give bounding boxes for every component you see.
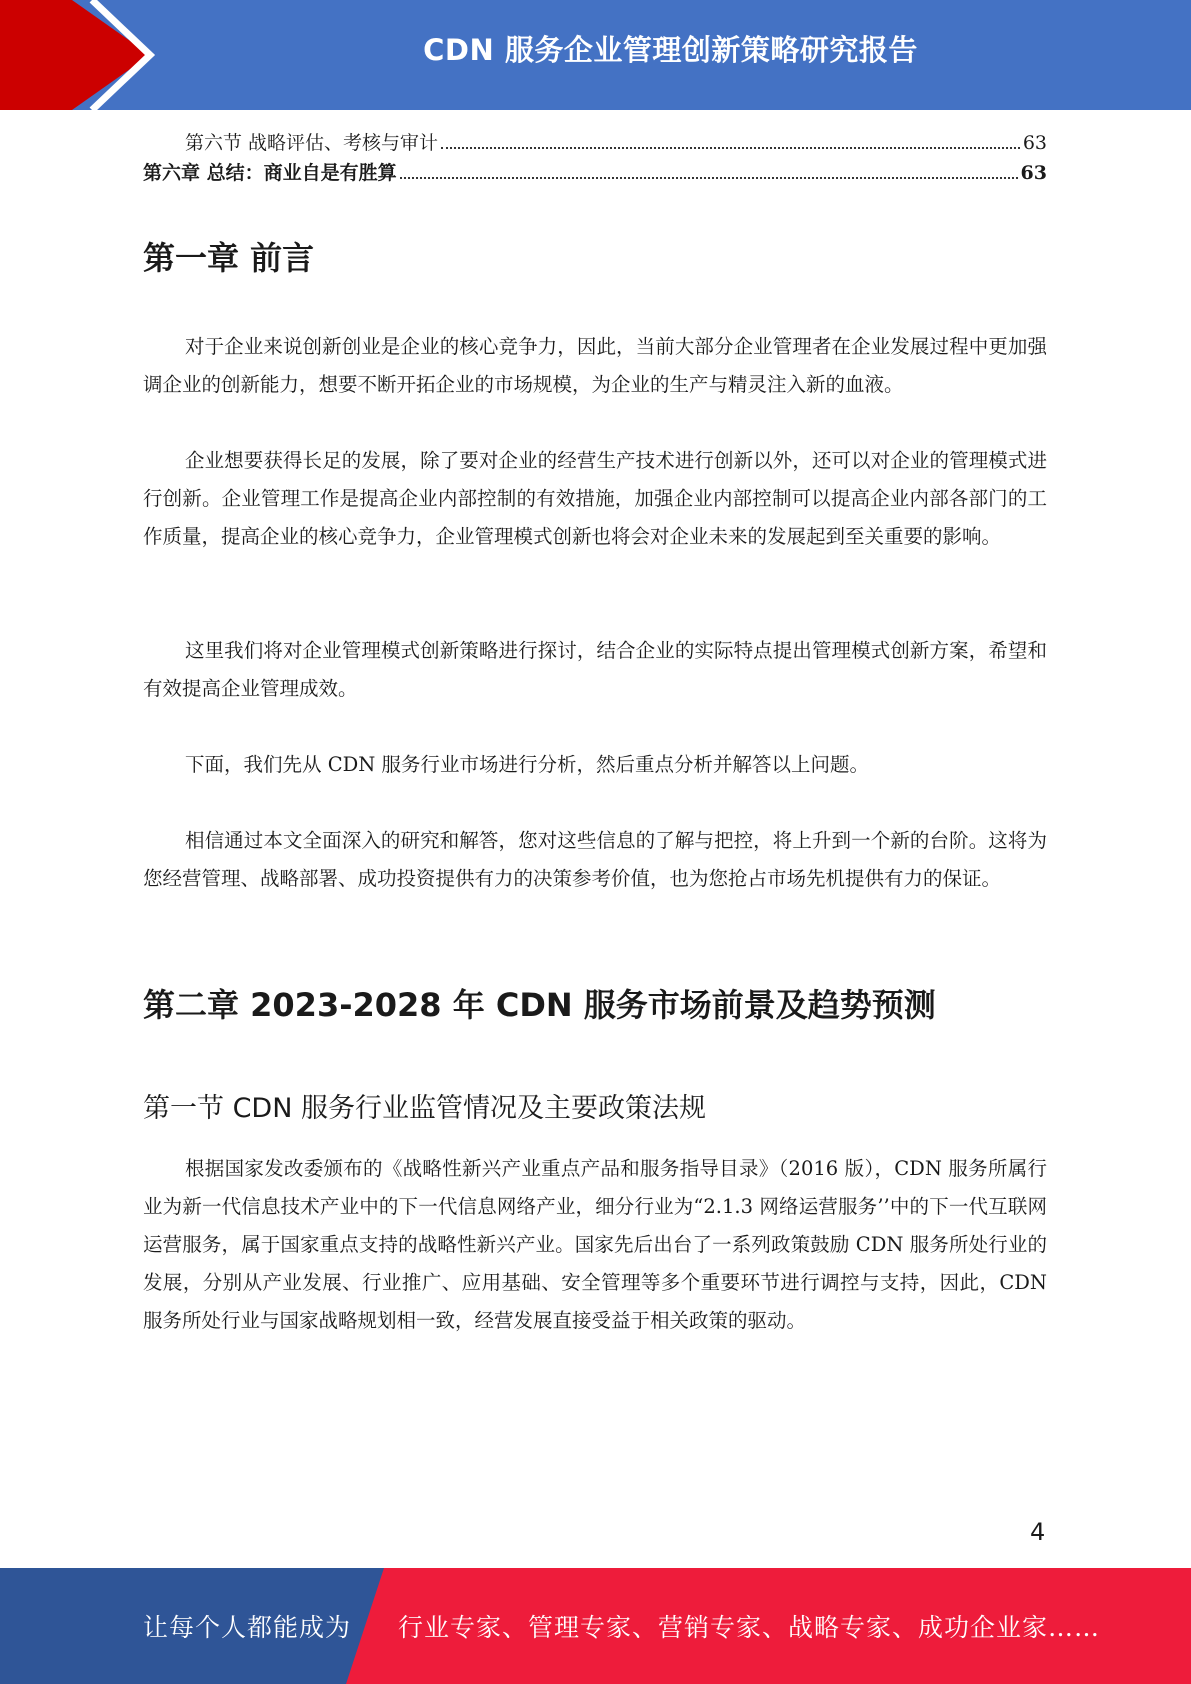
paragraph: 企业想要获得长足的发展，除了要对企业的经营生产技术进行创新以外，还可以对企业的管理模式进行创新。企业管理工作是提高企业内部控制的有效措施，加强企业内部控制可以提高企业内部各部门的工作质量，提高企业的核心竞争力，企业管理模式创新也将会对企业未来的发展起到至关重要的影响。 <box>143 449 1047 548</box>
chapter-1-title: 第一章 前言 <box>143 239 315 277</box>
footer-slogan-right: 行业专家、管理专家、营销专家、战略专家、成功企业家…… <box>398 1613 1101 1642</box>
toc-leader <box>441 147 1020 149</box>
page-header <box>0 0 1191 110</box>
section-1-title: 第一节 CDN 服务行业监管情况及主要政策法规 <box>143 1093 707 1124</box>
chapter-2-title: 第二章 2023-2028 年 CDN 服务市场前景及趋势预测 <box>143 986 936 1024</box>
toc-entry[interactable] <box>143 158 1047 188</box>
toc-entry[interactable] <box>143 128 1047 158</box>
toc-entry-page: 63 <box>1022 132 1047 154</box>
header-title: CDN 服务企业管理创新策略研究报告 <box>423 33 918 67</box>
toc-entry-page: 63 <box>1020 162 1047 184</box>
footer-slogan-left: 让每个人都能成为 <box>143 1613 352 1642</box>
page-number: 4 <box>1030 1518 1046 1546</box>
paragraph: 根据国家发改委颁布的《战略性新兴产业重点产品和服务指导目录》（2016 版），CDN 服务所属行业为新一代信息技术产业中的下一代信息网络产业，细分行业为“2.1.3 网络运营服务’’中的下一代互联网运营服务，属于国家重点支持的战略性新兴产业。国家先后出台了一系列政策鼓励 CDN 服务所处行业的发展，分别从产业发展、行业推广、应用基础、安全管理等多个重要环节进行调控与支持，因此，CDN 服务所处行业与国家战略规划相一致，经营发展直接受益于相关政策的驱动。 <box>143 1157 1047 1332</box>
paragraph: 下面，我们先从 CDN 服务行业市场进行分析，然后重点分析并解答以上问题。 <box>185 753 870 776</box>
toc-leader <box>400 177 1018 179</box>
toc-entry-label: 第六节 战略评估、考核与审计 <box>185 132 439 154</box>
toc-entry-label: 第六章 总结：商业自是有胜算 <box>143 162 397 184</box>
paragraph: 相信通过本文全面深入的研究和解答，您对这些信息的了解与把控，将上升到一个新的台阶。这将为您经营管理、战略部署、成功投资提供有力的决策参考价值，也为您抢占市场先机提供有力的保证。 <box>143 829 1047 890</box>
page-footer <box>0 1568 1191 1684</box>
table-of-contents <box>143 128 1047 188</box>
paragraph: 这里我们将对企业管理模式创新策略进行探讨，结合企业的实际特点提出管理模式创新方案，希望和有效提高企业管理成效。 <box>143 639 1047 700</box>
paragraph: 对于企业来说创新创业是企业的核心竞争力，因此，当前大部分企业管理者在企业发展过程中更加强调企业的创新能力，想要不断开拓企业的市场规模，为企业的生产与精灵注入新的血液。 <box>143 335 1047 396</box>
